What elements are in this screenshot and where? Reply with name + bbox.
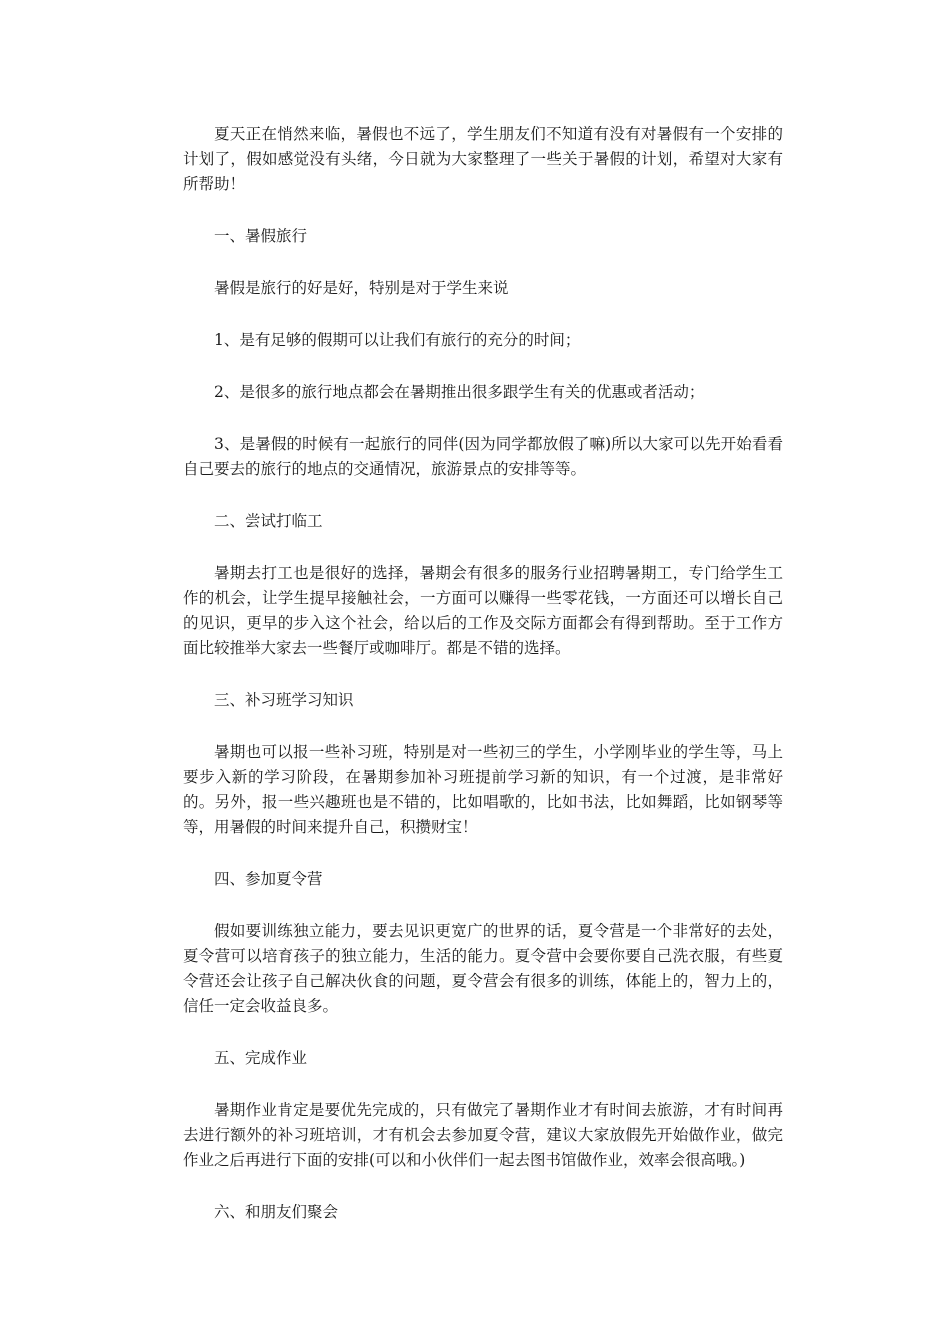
section-summer-camp <box>183 867 783 1019</box>
section-parttime-work <box>183 509 783 661</box>
section-heading: 六、和朋友们聚会 <box>214 1203 339 1221</box>
section-paragraph: 暑期去打工也是很好的选择，暑期会有很多的服务行业招聘暑期工，专门给学生工作的机会，让学生提早接触社会，一方面可以赚得一些零花钱，一方面还可以增长自己的见识，更早的步入这个社会，给以后的工作及交际方面都会有得到帮助。至于工作方面比较推举大家去一些餐厅或咖啡厅。都是不错的选择。 <box>183 564 783 657</box>
section-friends-gathering <box>183 1200 783 1225</box>
section-travel <box>183 224 783 482</box>
section-paragraph: 假如要训练独立能力，要去见识更宽广的世界的话，夏令营是一个非常好的去处，夏令营可以培育孩子的独立能力，生活的能力。夏令营中会要你要自己洗衣服，有些夏令营还会让孩子自己解决伙食的问题，夏令营会有很多的训练，体能上的，智力上的，信任一定会收益良多。 <box>183 922 783 1015</box>
document-page <box>183 122 783 1252</box>
section-paragraph: 暑期作业肯定是要优先完成的，只有做完了暑期作业才有时间去旅游，才有时间再去进行额外的补习班培训，才有机会去参加夏令营，建议大家放假先开始做作业，做完作业之后再进行下面的安排(可以和小伙伴们一起去图书馆做作业，效率会很高哦。) <box>183 1101 783 1169</box>
section-tutoring <box>183 688 783 840</box>
section-heading: 二、尝试打临工 <box>214 512 323 530</box>
section-paragraph: 暑假是旅行的好是好，特别是对于学生来说 <box>214 279 509 297</box>
list-item: 3、是暑假的时候有一起旅行的同伴(因为同学都放假了嘛)所以大家可以先开始看看自己要去的旅行的地点的交通情况，旅游景点的安排等等。 <box>183 435 783 478</box>
intro-paragraph: 夏天正在悄然来临，暑假也不远了，学生朋友们不知道有没有对暑假有一个安排的计划了，假如感觉没有头绪，今日就为大家整理了一些关于暑假的计划，希望对大家有所帮助！ <box>183 125 783 193</box>
section-homework <box>183 1046 783 1173</box>
section-heading: 四、参加夏令营 <box>214 870 323 888</box>
section-heading: 五、完成作业 <box>214 1049 308 1067</box>
section-heading: 三、补习班学习知识 <box>214 691 354 709</box>
list-item: 1、是有足够的假期可以让我们有旅行的充分的时间； <box>214 331 581 349</box>
section-heading: 一、暑假旅行 <box>214 227 308 245</box>
list-item: 2、是很多的旅行地点都会在暑期推出很多跟学生有关的优惠或者活动； <box>214 383 705 401</box>
section-paragraph: 暑期也可以报一些补习班，特别是对一些初三的学生，小学刚毕业的学生等，马上要步入新的学习阶段，在暑期参加补习班提前学习新的知识，有一个过渡，是非常好的。另外，报一些兴趣班也是不错的，比如唱歌的，比如书法，比如舞蹈，比如钢琴等等，用暑假的时间来提升自己，积攒财宝！ <box>183 743 783 836</box>
